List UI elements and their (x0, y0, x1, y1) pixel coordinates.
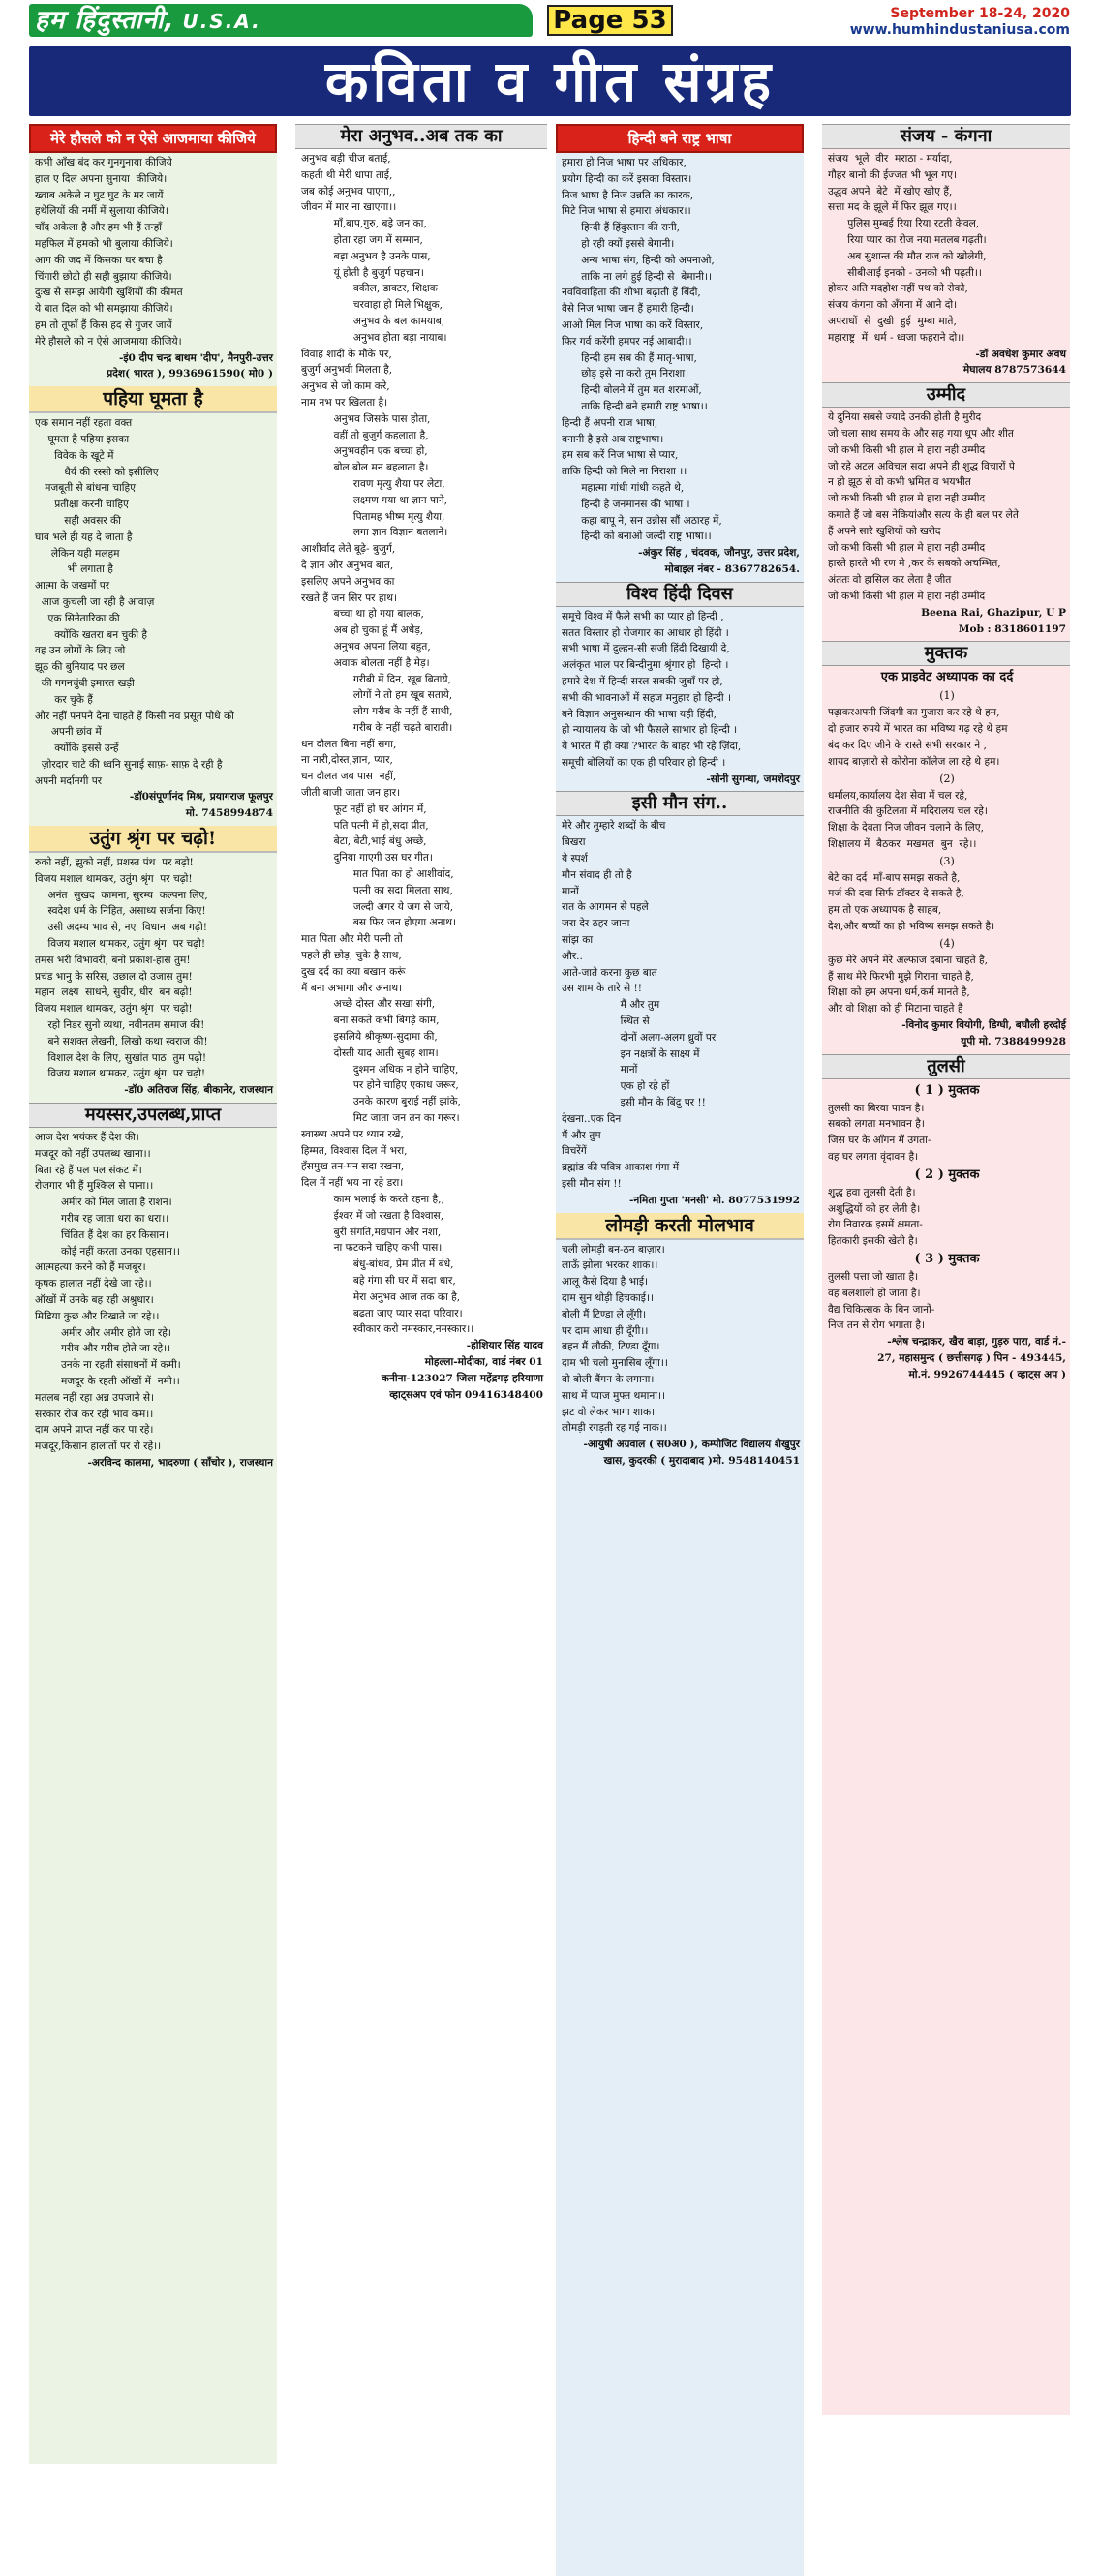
poem-title: मुक्तक (822, 641, 1070, 666)
poem-text: अनुभव बड़ी चीज बताई, कहती थी मेरी धापा ताई, जब कोई अनुभव पाएगा,, जीवन में मार ना खाएगा।। माँ,बाप,गुरु, बड़े जन का, होता रहा जग में सम्मान, बड़ा अनुभव है उनके पास, यूं होती है बुजुर्ग पहचान। वकील, डाक्टर, शिक्षक चरवाहा हो मिले भिक्षुक, अनुभव के बल कामयाब, अनुभव होता बड़ा नायाब। विवाह शादी के मौके पर, बुजुर्ग अनुभवी मिलता है, अनुभव से जो काम करे, नाम नभ पर खिलता है। अनुभव जिसके पास होता, वहीं तो बुजुर्ग कहलाता है, अनुभवहीन एक बच्चा हो, बोल बोल मन बहलाता है। रावण मृत्यु शैया पर लेटा, लक्ष्मण गया था ज्ञान पाने, पितामह भीष्म मृत्यु शैया, लगा ज्ञान विज्ञान बतलाने। आशीर्वाद लेते बूढ़े- बुजुर्ग, दे ज्ञान और अनुभव बात, इसलिए अपने अनुभव का रखते हैं जन सिर पर हाथ। बच्चा था हो गया बालक, अब हो चुका हूं मैं अधेड़, अनुभव अपना लिया बहुत, अवाक बोलता नहीं है मेड़। गरीबी में दिन, खूब बिताये, लोगों ने तो हम खूब सताये, लोग गरीब के नहीं हैं साथी, गरीब के नहीं चढ़ते बाराती। धन दौलत बिना नहीं सगा, ना नारी,दोस्त,ज्ञान, प्यार, धन दौलत जब पास नहीं, जीती बाजी जाता जन हार। फूट नहीं हो घर आंगन में, पति पत्नी में हो,सदा प्रीत, बेटा, बेटी,भाई बंधु अच्छे, दुनिया गाएगी उस घर गीत। मात पिता का हो आशीर्वाद, पत्नी का सदा मिलता साथ, जल्दी अगर ये जग से जाये, बस फिर जन होएगा अनाथ। मात पिता और मेरी पत्नी तो पहले ही छोड़, चुके है साथ, दुख दर्द का क्या बखान करूं मैं बना अभागा और अनाथ। अच्छे दोस्त और सखा संगी, बना सकते कभी बिगड़े काम, इसलिये श्रीकृष्ण-सुदामा की, दोस्ती याद आती सुबह शाम। दुश्मन अधिक न होने चाहिए, पर होने चाहिए एकाध जरूर, उनके कारण बुराई नहीं झांके, मिट जाता जन तन का गरूर। स्वास्थ्य अपने पर ध्यान रखे, हिम्मत, विश्वास दिल में भरा, हँसमुख तन-मन सदा रखना, दिल में नहीं भय ना रहे डरा। काम भलाई के करते रहना है,, ईश्वर में जो रखता है विश्वास, बुरी संगति,मद्यपान और नशा, ना फटकने चाहिए कभी पास। बंधु-बांधव, प्रेम प्रीत में बंधे, बहे गंगा सी घर में सदा धार, मेरा अनुभव आज तक का है, बढ़ता जाए प्यार सदा परिवार। स्वीकार करो नमस्कार,नमस्कार।। (301, 153, 474, 1336)
poem-block (556, 816, 804, 1212)
dateline (850, 6, 1070, 39)
poem-block (29, 853, 277, 1103)
poem-text: कुछ मेरे अपने मेरे अल्फाज दबाना चाहते है, हैं साथ मेरे फिरभी मुझे गिराना चाहते है, शिक्षा को हम अपना धर्म,कर्म मानते है, और वो शिक्षा को ही मिटाना चाहते है (828, 954, 989, 1015)
poem-block (29, 413, 277, 826)
poem-author: -आयुषी अग्रवाल ( स0अ0 ), कम्पोजिट विद्यालय शेखुपुर खास, कुदरकी ( मुरादाबाद )मो. 9548140451 (583, 1439, 800, 1467)
poem-text: तुलसी पत्ता जो खाता है। वह बलशाली हो जाता है। वैद्य चिकित्सक के बिन जानों- निज तन से रोग भगाता है। (828, 1271, 935, 1332)
poem-author: -अरविन्द कालमा, भादरुणा ( साँचोर ), राजस्थान (87, 1456, 273, 1469)
section-banner-title: कविता व गीत संग्रह (29, 46, 1071, 116)
poem-title: मयस्सर,उपलब्ध,प्राप्त (29, 1103, 277, 1128)
poem-author: -श्लेष चन्द्राकर, खैरा बाड़ा, गुड़रु पारा, वार्ड नं.- 27, महासमुन्द ( छत्तीसगढ़ ) पिन - 493445, मो.नं. 9926744445 ( व्हाट्स अप ) (877, 1336, 1066, 1380)
poem-block (822, 408, 1070, 641)
page-number: Page 53 (547, 5, 673, 36)
brand-suffix: U.S.A. (182, 10, 261, 33)
poem-title: तुलसी (822, 1054, 1070, 1079)
poem-title: मेरा अनुभव..अब तक का (295, 124, 547, 149)
stanza-heading: ( 2 ) मुक्तक (914, 1167, 980, 1182)
poem-block (822, 666, 1070, 1053)
poem-block (295, 149, 547, 1485)
poem-text: पढ़ाकरअपनी जिंदगी का गुजारा कर रहे थे हम, दो हजार रुपये में भारत का भविष्य गढ़ रहे थे हम बंद कर दिए जीने के रास्ते सभी सरकार ने , शायद बाज़ारो से कोरोना कॉलेज ला रहे थे हम। (828, 707, 1008, 768)
poem-title: हिन्दी बने राष्ट्र भाषा (556, 124, 804, 153)
poem-text: एक समान नहीं रहता वक्त घूमता है पहिया इसका विवेक के खूटे में धैर्य की रस्सी को इसीलिए मजबूती से बांधना चाहिए प्रतीक्षा करनी चाहिए सही अवसर की घाव भले ही यह दे जाता है लेकिन यही मलहम भी लगाता है आत्मा के जखमों पर आज कुचली जा रही है आवाज़ एक सिनेतारिका की क्योंकि खतरा बन चुकी है वह उन लोगों के लिए जो झूठ की बुनियाद पर छल की गगनचुंबी इमारत खड़ी कर चुके हैं और नहीं पनपने देना चाहते हैं किसी नव प्रसूत पौधे को अपनी छांव में क्योंकि इससे उन्हें ज़ोरदार चाटे की ध्वनि सुनाई साफ़- साफ़ दे रही है अपनी मर्दानगी पर (35, 417, 234, 787)
poem-author: -इं0 दीप चन्द्र बाथम 'दीप', मैनपुरी-उत्तर प्रदेश( भारत ), 9936961590( मो0 ) (107, 351, 273, 380)
poem-title: उम्मीद (822, 382, 1070, 408)
poem-text: चली लोमड़ी बन-ठन बाज़ार। लाऊँ झोला भरकर शाक।। आलू कैसे दिया है भाई। दाम सुन थोड़ी हिचकाई।। बोली मैं टिण्डा ले लूँगी। पर दाम आधा ही दूँगी।। बहन मैं लौकी, टिण्डा दूँगा। दाम भी चलो मुनासिब लूँगा।। वो बोली बैंगन के लगाना। साथ में प्याज मुफ्त थमाना।। झट वो लेकर भागा शाक। लोमड़ी रगड़ती रह गई नाक।। (562, 1243, 668, 1435)
poem-block (556, 153, 804, 582)
poem-block (822, 1079, 1070, 2415)
poem-text: संजय भूले वीर मराठा - मर्यादा, गौहर बानो की ईज्जत भी भूल गए। उद्धव अपने बेटे में खोए खोए हैं, सत्ता मद के झूले में फिर झूल गए।। पुलिस मुम्बई रिया रिया रटती केवल, रिया प्यार का रोज नया मतलब गढ़ती। अब सुशान्त की मौत राज को खोलेगी, सीबीआई इनको - उनको भी पढ़ती।। होकर अति मदहोश नहीं पथ को रोको, संजय कंगना को अँगना में आने दो। अपराधों से दुखी हुई मुम्बा माते, महाराष्ट्र में धर्म - ध्वजा फहराने दो।। (828, 153, 987, 344)
poem-author: -डॉ0संपूर्णानंद मिश्र, प्रयागराज फूलपुर मो. 7458994874 (129, 791, 273, 820)
poem-title: विश्व हिंदी दिवस (556, 582, 804, 607)
poem-author: -अंकुर सिंह , चंदवक, जौनपुर, उत्तर प्रदेश, मोबाइल नंबर - 8367782654. (638, 547, 800, 575)
poem-block (29, 1128, 277, 2464)
poem-text: धर्मालय,कार्यालय देश सेवा में चल रहे, राजनीति की कुटिलता में मदिरालय चल रहे। शिक्षा के देवता निज जीवन चलाने के लिए, शिक्षालय में बैठकर मखमल बुन रहे।। (828, 789, 988, 850)
stanza-heading: ( 3 ) मुक्तक (914, 1252, 980, 1267)
column-1 (29, 124, 277, 1469)
poem-text: मेरे और तुम्हारे शब्दों के बीच बिखरा ये स्पर्श मौन संवाद ही तो है मानों रात के आगमन से पहले जरा देर ठहर जाना सांझ का और.. आते-जाते करना कुछ बात उस शाम के तारे से !! मैं और तुम स्थित से दोनों अलग-अलग ध्रुवों पर इन नक्षत्रों के साक्ष्य में मानों एक हो रहे हों इसी मौन के बिंदु पर !! देखना..एक दिन मैं और तुम विचरेंगें ब्रह्मांड की पवित्र आकाश गंगा में इसी मौन संग !! (562, 820, 717, 1191)
brand-name: हम हिंदुस्तानी, (35, 6, 175, 35)
column-3 (556, 124, 804, 1467)
poem-author: -विनोद कुमार वियोगी, डिग्घी, बघौली हरदोई यूपी मो. 7388499928 (901, 1019, 1066, 1047)
poem-text: तुलसी का बिरवा पावन है। सबको लगता मनभावन है। जिस घर के आँगन में उगता- वह घर लगता वृंदावन है। (828, 1102, 931, 1164)
column-2 (295, 124, 547, 1460)
poem-text: ये दुनिया सबसे ज्यादे उनकी होती है मुरीद जो चला साथ समय के और सह गया धूप और शीत जो कभी किसी भी हाल मे हारा नही उम्मीद जो रहे अटल अविचल सदा अपने ही शुद्ध विचारों पे न हो झूठ से वो कभी भ्रमित व भयभीत जो कभी किसी भी हाल मे हारा नही उम्मीद कमाते हैं जो बस नेकियांऔर सत्य के ही बल पर लेते हैं अपने सारे खुशियों को खरीद जो कभी किसी भी हाल मे हारा नही उम्मीद हारते हारते भी रण मे ,कर के सबको अचम्भित, अंततः वो हासिल कर लेता है जीत जो कभी किसी भी हाल मे हारा नही उम्मीद (828, 411, 1019, 602)
poem-title: इसी मौन संग.. (556, 791, 804, 816)
poem-title: उतुंग श्रृंग पर चढ़ो! (29, 826, 277, 853)
poem-author: Beena Rai, Ghazipur, U P Mob : 8318601197 (921, 606, 1066, 635)
website-url: www.humhindustaniusa.com (849, 22, 1070, 38)
poem-block (556, 607, 804, 792)
poem-text: बेटे का दर्द माँ-बाप समझ सकते है, मर्ज की दवा सिर्फ डॉक्टर दे सकते है, हम तो एक अध्यापक है साहब, देश,और बच्चों का ही भविष्य समझ सकते है। (828, 871, 995, 933)
newspaper-brand (29, 4, 533, 37)
poem-title: मेरे हौसले को न ऐसे आजमाया कीजिये (29, 124, 277, 153)
poem-text: शुद्ध हवा तुलसी देती है। अशुद्धियों को हर लेती है। रोग निवारक इसमें क्षमता- हितकारी इसकी खेती है। (828, 1186, 923, 1248)
poem-author: -नमिता गुप्ता 'मनसी' मो. 8077531992 (629, 1194, 800, 1206)
stanza-number: (2) (939, 772, 955, 785)
poem-text: कभी आँख बंद कर गुनगुनाया कीजिये हाल ए दिल अपना सुनाया कीजिये। ख्वाब अकेले न घुट घुट के मर जायें हथेलियों की नर्मी में सुलाया कीजिये। चाँद अकेला है और हम भी हैं तन्हाँ महफिल में हमको भी बुलाया कीजिये। आग की जद में किसका घर बचा है चिंगारी छोटी ही सही बुझाया कीजिये। दुःख से समझ आयेगी खुशियों की कीमत ये बात दिल को भी समझाया कीजिये। हम तो तूफाँ हैं किस हद से गुजर जायें मेरे हौसले को न ऐसे आजमाया कीजिये। (35, 157, 183, 348)
poem-author: -होशियार सिंह यादव मोहल्ला-मोदीका, वार्ड नंबर 01 कनीना-123027 जिला महेंद्रगढ़ हरियाणा व्हाट्सअप एवं फोन 09416348400 (381, 1340, 543, 1401)
poem-block (822, 149, 1070, 382)
poem-block (29, 153, 277, 386)
stanza-number: (1) (939, 689, 955, 703)
stanza-number: (3) (939, 854, 955, 867)
poem-author: -डॉ अवधेश कुमार अवध मेघालय 8787573644 (962, 348, 1066, 377)
poem-author: -डॉ0 अतिराज सिंह, बीकानेर, राजस्थान (124, 1084, 273, 1097)
poem-text: हमारा हो निज भाषा पर अधिकार, प्रयोग हिन्दी का करें इसका विस्तार। निज भाषा है निज उन्नति का कारक, मिटे निज भाषा से हमारा अंधकार।। हिन्दी हैं हिंदुस्तान की रानी, हो रही क्यों इससे बेगानी। अन्य भाषा संग, हिन्दी को अपनाओ, ताकि ना लगे हुई हिन्दी से बेमानी।। नवविवाहिता की शोभा बढ़ाती हैं बिंदी, वैसे निज भाषा जान हैं हमारी हिन्दी। आओ मिल निज भाषा का करें विस्तार, फिर गर्व करेंगी हमपर नई आबादी।। हिन्दी हम सब की हैं मातृ-भाषा, छोड़ इसे ना करो तुम निराशा। हिन्दी बोलने में तुम मत शरमाओं, ताकि हिन्दी बने हमारी राष्ट्र भाषा।। हिन्दी हैं अपनी राज भाषा, बनानी है इसे अब राष्ट्रभाषा। हम सब करें निज भाषा से प्यार, ताकि हिन्दी को मिले ना निराशा ।। महात्मा गांधी गांधी कहते थे, हिन्दी है जनमानस की भाषा । कहा बापू ने, सन उन्नीस सौं अठारह में, हिन्दी को बनाओ जल्दी राष्ट्र भाषा।। (562, 157, 722, 543)
poem-block (556, 1240, 804, 2576)
poem-subtitle: एक प्राइवेट अध्यापक का दर्द (880, 670, 1014, 685)
column-4 (822, 124, 1070, 1460)
poem-author: -सोनी सुगन्धा, जमशेदपुर (706, 773, 800, 785)
poem-text: रुको नहीं, झुको नहीं, प्रशस्त पंथ पर बढ़ो! विजय मशाल थामकर, उतुंग श्रृंग पर चढ़ो! अनंत सुखद कामना, सुरम्य कल्पना लिए, स्वदेश धर्म के निहित, असाध्य सर्जना किए! उसी अदम्य भाव से, नए विधान अब गढ़ो! विजय मशाल थामकर, उतुंग श्रृंग पर चढ़ो! तमस भरी विभावरी, बनो प्रकाश-हास तुम! प्रचंड भानु के सरिस, उछाल दो उजास तुम! महान लक्ष्य साधने, सुवीर, धीर बन बढ़ो! विजय मशाल थामकर, उतुंग श्रृंग पर चढ़ो! रहो निडर सुनो व्यथा, नवीनतम समाज की! बने सशक्त लेखनी, लिखो कथा स्वराज की! विशाल देश के लिए, सुखांत पाठ तुम पढ़ो! विजय मशाल थामकर, उतुंग श्रृंग पर चढ़ो! (35, 857, 208, 1080)
stanza-heading: ( 1 ) मुक्तक (914, 1082, 980, 1098)
poem-title: पहिया घूमता है (29, 386, 277, 413)
issue-date: September 18-24, 2020 (890, 6, 1070, 21)
stanza-number: (4) (939, 936, 955, 950)
poem-text: आज देश भयंकर हैं देश की। मजदूर को नहीं उपलब्ध खाना।। बिता रहे हैं पल पल संकट में। रोजगार भी हैं मुश्किल से पाना।। अमीर को मिल जाता है राशन। गरीब रह जाता धरा का धरा।। चिंतित हैं देश का हर किसान। कोई नहीं करता उनका एहसान।। आत्महत्या करने को हैं मजबूर। कृषक हालात नहीं देखे जा रहे।। ऑखों में उनके बह रही अश्रुधार। मिडिया कुछ और दिखाते जा रहे।। अमीर और अमीर होते जा रहे। गरीब और गरीब होते जा रहे।। उनके ना रहती संसाधनों में कमी। मजदूर के रहती ऑखों में नमी।। मतलब नहीं रहा अन्न उपजाने से। सरकार रोज कर रही भाव कम।। दाम अपने प्राप्त नहीं कर पा रहे। मजदूर,किसान हालातों पर रो रहे।। (35, 1132, 181, 1453)
masthead (0, 0, 1099, 43)
poem-text: समूचे विश्व में फैले सभी का प्यार हो हिन्दी , सतत विस्तार हो रोजगार का आधार हो हिंदी । सभी भाषा में दुल्हन-सी सजी हिंदी दिखायी दे, अलंकृत भाल पर बिन्दीनुमा श्रृंगार हो हिन्दी । हमारे देश में हिन्दी सरल सबकी जुबाँ पर हो, सभी की भावनाओं में सहज मनुहार हो हिन्दी । बने विज्ञान अनुसन्धान की भाषा यही हिंदी, हो न्यायालय के जो भी फैसले साभार हो हिन्दी । ये भारत में ही क्या ?भारत के बाहर भी रहे ज़िंदा, समूची बोलियों का एक ही परिवार हो हिन्दी । (562, 610, 742, 769)
poem-title: संजय - कंगना (822, 124, 1070, 149)
poem-title: लोमड़ी करती मोलभाव (556, 1213, 804, 1240)
